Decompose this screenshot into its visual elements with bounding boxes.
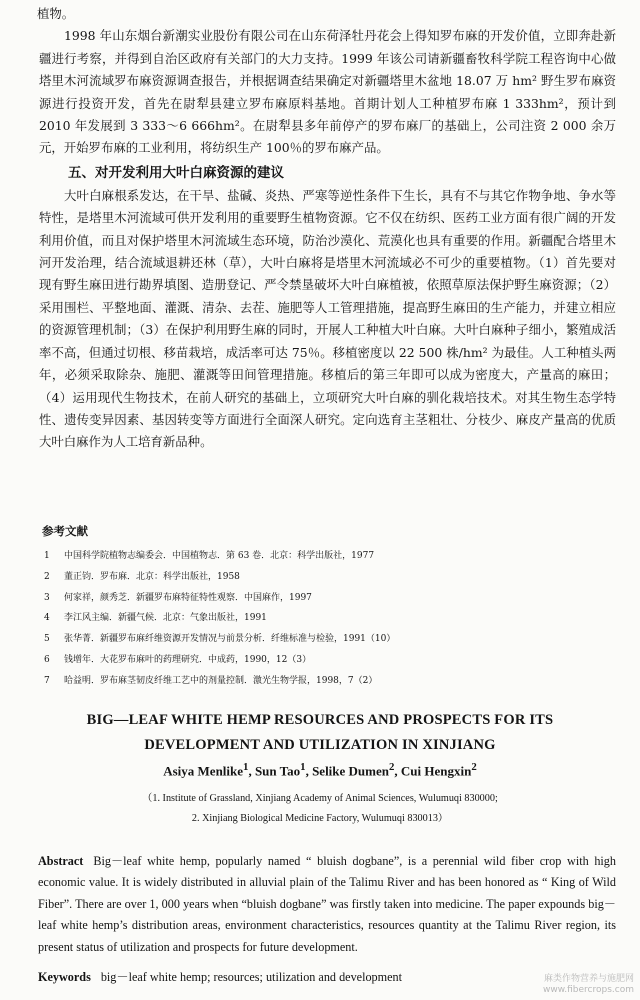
author-affiliation-mark: 2 bbox=[388, 761, 395, 773]
reference-text: 董正钧．罗布麻．北京：科学出版社，1958 bbox=[64, 571, 240, 582]
reference-text: 钱增年．大花罗布麻叶的药理研究．中成药，1990，12（3） bbox=[64, 654, 312, 665]
reference-item bbox=[44, 629, 604, 650]
reference-item bbox=[44, 567, 604, 588]
author-name: Asiya Menlike bbox=[163, 763, 244, 779]
keywords bbox=[38, 968, 616, 985]
keywords-label: Keywords bbox=[38, 970, 91, 984]
author-line bbox=[0, 761, 640, 779]
reference-text: 何家祥，颜秀芝．新疆罗布麻特征特性观察．中国麻作，1997 bbox=[64, 592, 312, 603]
reference-text: 张华菁．新疆罗布麻纤维资源开发情况与前景分析．纤维标准与检验，1991（10） bbox=[64, 634, 396, 645]
reference-item bbox=[44, 608, 604, 629]
reference-item bbox=[44, 650, 604, 671]
author-name: Selike Dumen bbox=[312, 763, 389, 779]
reference-number: 5 bbox=[44, 634, 50, 645]
reference-number: 7 bbox=[44, 675, 50, 686]
reference-number: 1 bbox=[44, 551, 50, 561]
references-list bbox=[44, 546, 604, 692]
watermark-line2: www.fibercrops.com bbox=[543, 985, 634, 995]
author-name: Cui Hengxin bbox=[400, 763, 472, 779]
author-separator: , bbox=[394, 763, 401, 779]
author-affiliation-mark: 1 bbox=[300, 761, 306, 773]
english-title-line2: DEVELOPMENT AND UTILIZATION IN XINJIANG bbox=[144, 737, 496, 753]
paragraph-continuation: 植物。 bbox=[37, 6, 75, 21]
author-affiliation-mark: 1 bbox=[243, 761, 249, 773]
paragraph-recommendations: 大叶白麻根系发达，在干旱、盐碱、炎热、严寒等逆性条件下生长，具有不与其它作物争地、争水等特性，是塔里木河流域可供开发利用的重要野生植物资源。它不仅在纺织、医药工业方面有很广阔的开发利用价值，而且对保护塔里木河流域生态环境，防治沙漠化、荒漠化也具有重要的作用。新疆配合塔里木河开发治理，结合流域退耕还林（草），大叶白麻将是塔里木河流域必不可少的重要植物。（1）首先要对现有野生麻田进行勘界填图、造册登记、严令禁垦破坏大叶白麻植被，依照草原法保护野生麻资源；（2）采用围栏、平整地面、灌溉、清杂、去茬、施肥等人工管理措施，提高野生麻田的生产能力，并建立相应的资源管理机制；（3）在保护利用野生麻的同时，开展人工种植大叶白麻。大叶白麻种子细小，繁殖成活率不高，但通过切根、移苗栽培，成活率可达 75％。移植密度以 22 500 株/hm² 为最佳。人工种植头两年，必须采取除杂、施肥、灌溉等田间管理措施。移植后的第三年即可以成为密度大，产量高的麻田；（4）运用现代生物技术，在前人研究的基础上，立项研究大叶白麻的驯化栽培技术。对其生物生态学特性、遗传变异因素、基因转变等方面进行全面深人研究。定向选育主茎粗壮、分枝少、麻皮产量高的优质大叶白麻作为人工培育新品种。 bbox=[39, 187, 616, 450]
abstract-text: Big－leaf white hemp, popularly named “ bluish dogbane”, is a perennial wild fiber crop with high economic value. It is widely distributed in alluvial plain of the Talimu River and has been honored as “ King of Wild Fiber”. There are over 1, 000 years when “bluish dogbane” was firstly taken into medicine. The paper expounds big－leaf white hemp’s distribution areas, environment characteristics, resources quantity at the Talimu River region, its present status of utilization and prospects for future development. bbox=[38, 854, 616, 954]
chinese-body bbox=[0, 0, 640, 454]
reference-item bbox=[44, 671, 604, 692]
reference-number: 2 bbox=[44, 571, 50, 582]
author-separator: , bbox=[305, 763, 313, 779]
author-name: Sun Tao bbox=[254, 763, 301, 779]
reference-number: 4 bbox=[44, 613, 50, 624]
keywords-text: big－leaf white hemp; resources; utilization and development bbox=[100, 970, 403, 984]
reference-text: 李江风主编．新疆气候．北京：气象出版社，1991 bbox=[64, 613, 267, 624]
affiliation-line1: （1. Institute of Grassland, Xinjiang Academy of Animal Sciences, Wulumuqi 830000; bbox=[142, 793, 498, 804]
reference-item bbox=[44, 546, 604, 567]
reference-number: 3 bbox=[44, 592, 50, 603]
affiliation-line2: 2. Xinjiang Biological Medicine Factory, Wulumuqi 830013） bbox=[191, 813, 449, 824]
references-title: 参考文献 bbox=[42, 524, 88, 538]
author-separator: , bbox=[248, 763, 255, 779]
reference-number: 6 bbox=[44, 654, 50, 665]
author-affiliation-mark: 2 bbox=[471, 761, 477, 773]
abstract bbox=[38, 851, 616, 958]
reference-text: 中国科学院植物志编委会．中国植物志．第 63 卷．北京：科学出版社，1977 bbox=[64, 551, 375, 561]
paragraph-company: 1998 年山东烟台新潮实业股份有限公司在山东荷泽牡丹花会上得知罗布麻的开发价值，立即奔赴新疆进行考察，并得到自治区政府有关部门的大力支持。1999 年该公司请新疆畜牧科学院工程咨询中心做塔里木河流域罗布麻资源调查报告，并根据调查结果确定对新疆塔里木盆地 18.07 万 hm² 野生罗布麻资源进行投资开发，首先在尉犁县建立罗布麻原料基地。首期计划人工种植罗布麻 1 333hm²，预计到 2010 年发展到 3 333～6 666hm²。在尉犁县多年前停产的罗布麻厂的基础上，公司注资 2 000 余万元，开始罗布麻的工业利用，将纺织生产 100％的罗布麻产品。 bbox=[39, 28, 616, 156]
abstract-label: Abstract bbox=[38, 854, 84, 868]
section-heading: 五、对开发利用大叶白麻资源的建议 bbox=[68, 164, 284, 181]
watermark bbox=[543, 974, 634, 996]
reference-text: 哈益明．罗布麻茎韧皮纤维工艺中的剂量控制．激光生物学报，1998，7（2） bbox=[64, 675, 378, 686]
reference-item bbox=[44, 588, 604, 609]
watermark-line1: 麻类作物营养与施肥网 bbox=[543, 974, 634, 984]
english-title-line1: BIG—LEAF WHITE HEMP RESOURCES AND PROSPECTS FOR ITS bbox=[86, 712, 554, 728]
